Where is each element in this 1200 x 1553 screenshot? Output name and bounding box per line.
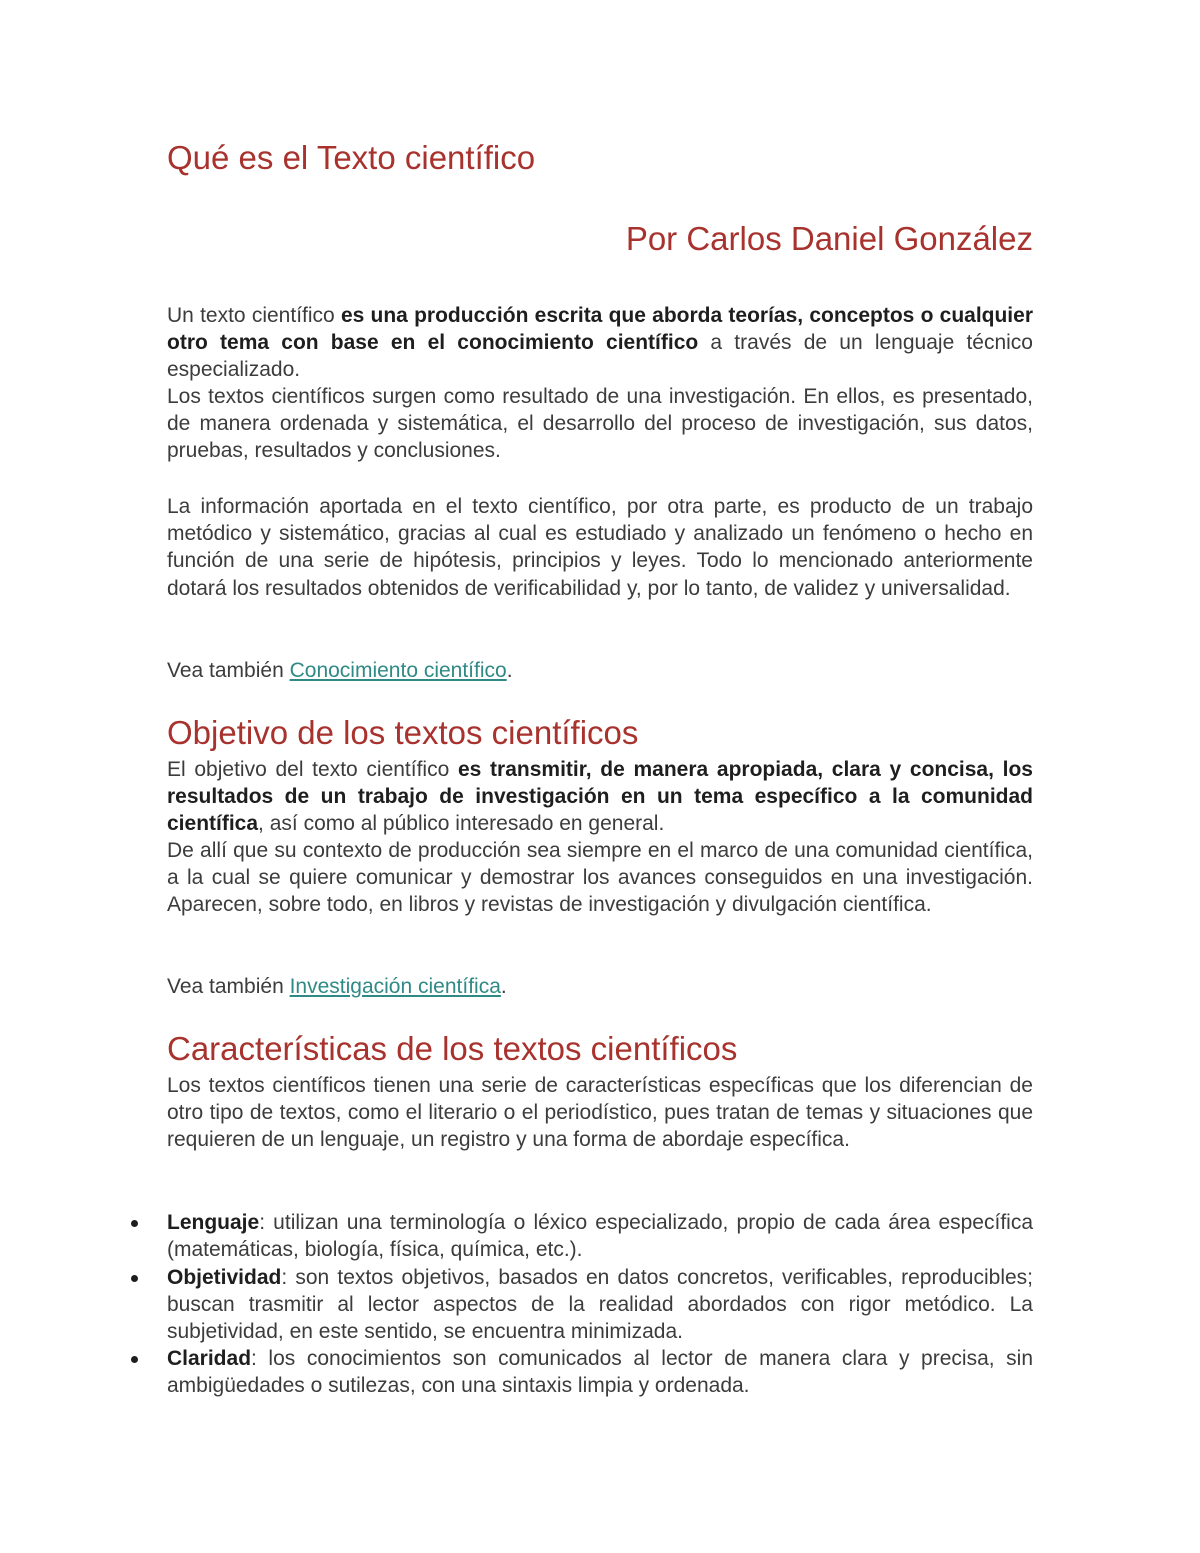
see-also-suffix: .: [506, 659, 513, 682]
term-lenguaje: Lenguaje: [167, 1211, 260, 1234]
intro-text-2: a través de un lenguaje técnico especializado.: [167, 331, 1033, 382]
paragraph-3: La información aportada en el texto científico, por otra parte, es producto de un trabajo metódico y sistemático, gracias al cual es estudiado y analizado un fenómeno o hecho en función de una serie de hipótesis, principios y leyes. Todo lo mencionado anteriormente dotará los resultados obtenidos de verificabilidad y, por lo tanto, de validez y universalidad.: [167, 495, 1033, 600]
caracteristicas-intro: Los textos científicos tienen una serie de características específicas que los diferencian de otro tipo de textos, como el literario o el periodístico, pues tratan de temas y situaciones que requieren de un lenguaje, un registro y una forma de abordaje específica.: [167, 1074, 1033, 1152]
list-item-lenguaje: [167, 1209, 1033, 1263]
paragraph-2: Los textos científicos surgen como resultado de una investigación. En ellos, es presentado, de manera ordenada y sistemática, el desarrollo del proceso de investigación, sus datos, pruebas, resultados y conclusiones.: [167, 385, 1033, 463]
objetivo-text-1: El objetivo del texto científico: [167, 758, 458, 781]
bullet-icon: [131, 1275, 138, 1282]
author-line: Por Carlos Daniel González: [625, 220, 1033, 257]
see-also-suffix: .: [500, 975, 507, 998]
term-objetividad: Objetividad: [167, 1266, 282, 1289]
see-also-prefix: Vea también: [167, 659, 290, 682]
bullet-icon: [131, 1220, 138, 1227]
objetivo-bold: es transmitir, de manera apropiada, clara y concisa, los resultados de un trabajo de investigación en un tema específico a la comunidad científica: [167, 758, 1033, 836]
item-text: : los conocimientos son comunicados al lector de manera clara y precisa, sin ambigüedades o sutilezas, con una sintaxis limpia y ordenada.: [167, 1347, 1033, 1398]
see-also-prefix: Vea también: [167, 975, 290, 998]
document-title: Qué es el Texto científico: [167, 139, 536, 176]
intro-text-1: Un texto científico: [167, 304, 341, 327]
item-text: : son textos objetivos, basados en datos concretos, verificables, reproducibles; buscan trasmitir al lector aspectos de la realidad abordados con rigor metódico. La subjetividad, en este sentido, se encuentra minimizada.: [167, 1266, 1033, 1344]
link-investigacion-cientifica[interactable]: Investigación científica: [289, 975, 501, 998]
see-also-2: [167, 973, 1033, 1000]
link-conocimiento-cientifico[interactable]: Conocimiento científico: [289, 659, 507, 682]
heading-objetivo: Objetivo de los textos científicos: [167, 714, 639, 751]
list-item-claridad: [167, 1345, 1033, 1399]
objetivo-paragraph-2: De allí que su contexto de producción sea siempre en el marco de una comunidad científica, a la cual se quiere comunicar y demostrar los avances conseguidos en una investigación. Aparecen, sobre todo, en libros y revistas de investigación y divulgación científica.: [167, 839, 1033, 917]
term-claridad: Claridad: [167, 1347, 252, 1370]
objetivo-text-2: , así como al público interesado en general.: [258, 812, 665, 836]
objetivo-paragraph: [167, 756, 1033, 838]
item-text: : utilizan una terminología o léxico especializado, propio de cada área específica (matemáticas, biología, física, química, etc.).: [167, 1211, 1033, 1262]
heading-caracteristicas: Características de los textos científicos: [167, 1030, 738, 1067]
intro-paragraph: [167, 302, 1033, 384]
intro-bold: es una producción escrita que aborda teorías, conceptos o cualquier otro tema con base en el conocimiento científico: [167, 304, 1033, 355]
see-also-1: [167, 657, 1033, 684]
bullet-icon: [131, 1356, 138, 1363]
list-item-objetividad: [167, 1264, 1033, 1346]
